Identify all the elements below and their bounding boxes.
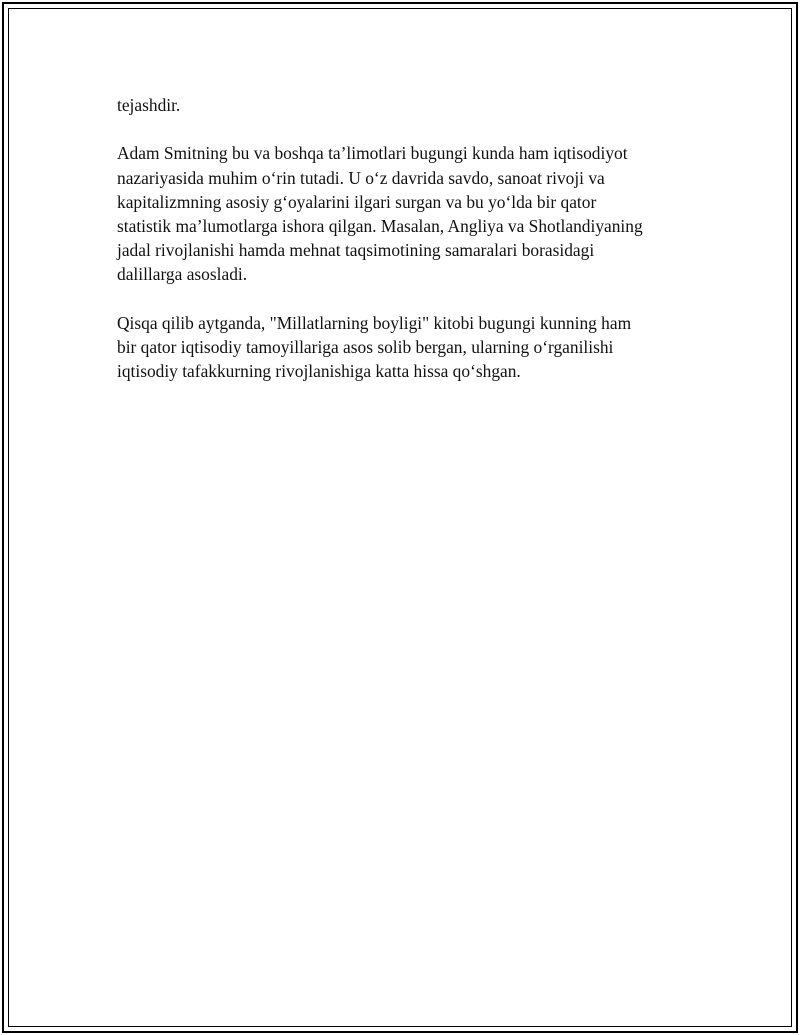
document-body: [117, 93, 687, 408]
paragraph-continuation: tejashdir.: [117, 95, 181, 115]
paragraph-summary: Qisqa qilib aytganda, "Millatlarning boyligi" kitobi bugungi kunning ham bir qator iqtisodiy tamoyillariga asos solib bergan, ularning o‘rganilishi iqtisodiy tafakkurning rivojlanishiga katta hissa qo‘shgan.: [117, 312, 632, 382]
paragraph-adam-smith: Adam Smitning bu va boshqa ta’limotlari bugungi kunda ham iqtisodiyot nazariyasida muhim o‘rin tutadi. U o‘z davrida savdo, sanoat rivoji va kapitalizmning asosiy g‘oyalarini ilgari surgan va bu yo‘lda bir qator statistik ma’lumotlarga ishora qilgan. Masalan, Angliya va Shotlandiyaning jadal rivojlanishi hamda mehnat taqsimotining samaralari borasidagi dalillarga asosladi.: [117, 143, 643, 285]
